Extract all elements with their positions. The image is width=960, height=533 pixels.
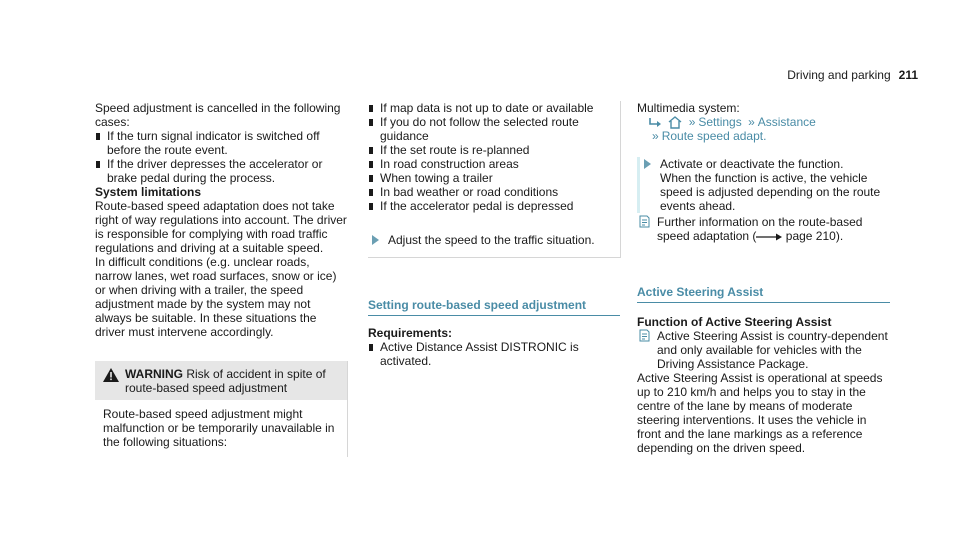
- path-arrow-icon: [649, 118, 661, 128]
- list-item: If the set route is re-planned: [368, 143, 612, 157]
- list-item: If the driver depresses the accelerator or brake pedal during the process.: [95, 157, 348, 185]
- list-item: When towing a trailer: [368, 171, 612, 185]
- steering-paragraph: Active Steering Assist is operational at speeds up to 210 km/h and helps you to stay in the centre of the lane by means of moderate steering interventions. It uses the vehicle in front and the lane markings as a reference depending on the driven speed.: [637, 371, 883, 456]
- section-name: Driving and parking: [787, 68, 891, 82]
- warning-box: [95, 361, 348, 457]
- column-right: [637, 101, 890, 455]
- cancel-intro: Speed adjustment is cancelled in the following cases:: [95, 101, 341, 129]
- column-left: [95, 101, 348, 457]
- chevron-icon: »: [748, 115, 755, 129]
- column-middle: [368, 101, 620, 368]
- warning-triangle-icon: [103, 368, 119, 382]
- list-item: If map data is not up to date or available: [368, 101, 612, 115]
- note-icon: [639, 215, 650, 228]
- info-note: [637, 215, 890, 243]
- action-arrow-icon: [372, 235, 379, 245]
- list-item: If the accelerator pedal is depressed: [368, 199, 612, 213]
- list-item: If you do not follow the selected route guidance: [368, 115, 612, 143]
- list-item: In bad weather or road conditions: [368, 185, 612, 199]
- page-header: [787, 68, 918, 82]
- action-step: [368, 233, 612, 247]
- page-reference[interactable]: page 210: [785, 229, 836, 244]
- warning-title: Risk of accident in spite of route-based speed adjustment: [125, 367, 326, 395]
- section-title: Active Steering Assist: [637, 285, 890, 303]
- requirements-list: [368, 340, 620, 368]
- action-text: Activate or deactivate the function.: [660, 157, 844, 172]
- malfunction-list: [368, 101, 612, 213]
- action-arrow-icon: [644, 159, 651, 169]
- list-item: In road construction areas: [368, 157, 612, 171]
- requirements-heading: Requirements:: [368, 326, 453, 340]
- warning-body: Route-based speed adjustment might malfunction or be temporarily unavailable in the following situations:: [103, 407, 335, 449]
- limits-paragraph-2: In difficult conditions (e.g. unclear roads, narrow lanes, wet road surfaces, snow or ice) or when driving with a trailer, the speed adjustment made by the system may not always be suitable. In these situations the driver must intervene accordingly.: [95, 255, 337, 339]
- warning-continuation: [368, 101, 621, 258]
- route-arrow-icon: [756, 233, 782, 241]
- action-step: [637, 157, 890, 213]
- warning-label: WARNING: [125, 367, 183, 381]
- chevron-icon: »: [652, 129, 659, 144]
- warning-header: [95, 361, 347, 400]
- home-icon: [668, 116, 682, 129]
- note-text: Active Steering Assist is country-dependent and only available for vehicles with the Driving Assistance Package.: [657, 329, 888, 372]
- note-text-end: ).: [835, 229, 844, 244]
- menu-path: [637, 115, 890, 143]
- section-title: Setting route-based speed adjustment: [368, 298, 620, 316]
- page-number: 211: [898, 68, 918, 82]
- list-item: If the turn signal indicator is switched off before the route event.: [95, 129, 348, 157]
- path-route-speed: Route speed adapt.: [661, 129, 767, 144]
- list-item: Active Distance Assist DISTRONIC is activated.: [368, 340, 620, 368]
- note-icon: [639, 329, 650, 342]
- action-detail: When the function is active, the vehicle speed is adjusted depending on the route events ahead.: [660, 171, 881, 214]
- multimedia-label: Multimedia system:: [637, 101, 740, 115]
- cancel-list: [95, 129, 348, 185]
- info-note: [637, 329, 890, 371]
- path-assistance: Assistance: [757, 115, 816, 129]
- chevron-icon: »: [688, 115, 696, 129]
- note-text: Further information on the route-based speed adaptation (: [657, 215, 863, 244]
- limits-paragraph-1: Route-based speed adaptation does not take right of way regulations into account. The driver is responsible for complying with road traffic regulations and driving at a suitable speed.: [95, 199, 347, 255]
- path-settings: Settings: [698, 115, 742, 129]
- function-heading: Function of Active Steering Assist: [637, 315, 832, 330]
- action-text: Adjust the speed to the traffic situation.: [388, 233, 595, 247]
- limits-heading: System limitations: [95, 185, 202, 199]
